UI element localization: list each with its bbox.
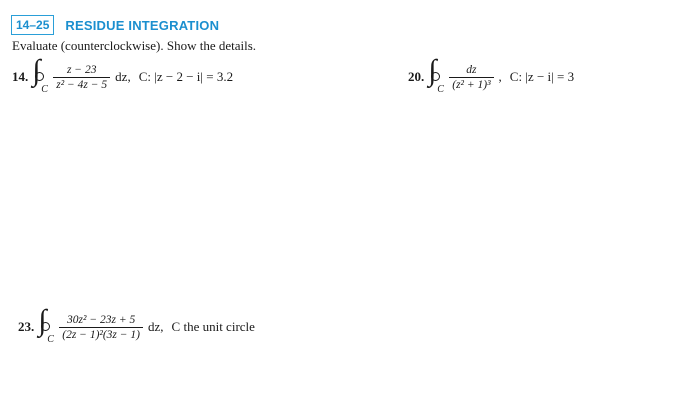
problem-number: 20. [408, 69, 425, 84]
contour-integral-icon: ∫ C [38, 304, 54, 345]
differential: dz, [115, 69, 131, 84]
problem-14 [12, 54, 234, 95]
contour-label: C [437, 84, 444, 95]
denominator: z² − 4z − 5 [56, 78, 108, 91]
denominator: (z² + 1)³ [452, 78, 491, 91]
contour-integral-icon: ∫ C [32, 54, 48, 95]
denominator: (2z − 1)²(3z − 1) [62, 328, 140, 341]
numerator: dz [466, 63, 477, 76]
problem-23 [18, 304, 255, 345]
integrand-fraction [449, 63, 493, 92]
problem-number: 14. [12, 69, 29, 84]
contour-label: C [41, 84, 48, 95]
integrand-fraction [53, 63, 110, 92]
contour-condition: C: |z − 2 − i| = 3.2 [138, 69, 234, 84]
numerator: 30z² − 23z + 5 [67, 313, 136, 326]
problem-20 [408, 54, 575, 95]
problem-range-badge: 14–25 [11, 15, 54, 35]
contour-label: C [47, 334, 54, 345]
section-title: RESIDUE INTEGRATION [65, 17, 220, 33]
integrand-fraction [59, 313, 143, 342]
numerator: z − 23 [66, 63, 97, 76]
differential: , [498, 69, 502, 84]
instructions-text: Evaluate (counterclockwise). Show the details. [12, 38, 257, 53]
differential: dz, [148, 319, 164, 334]
contour-integral-icon: ∫ C [428, 54, 444, 95]
contour-condition: C the unit circle [171, 319, 255, 334]
contour-condition: C: |z − i| = 3 [509, 69, 575, 84]
problem-number: 23. [18, 319, 35, 334]
section-header [11, 14, 219, 36]
